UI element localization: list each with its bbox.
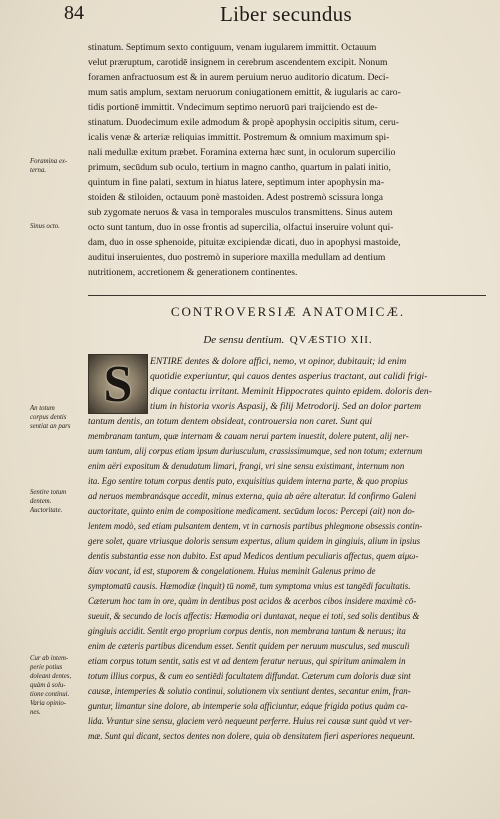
text-line: ad neruos membranásque accedit, minus externa, quia ab aëre alteratur. Id confirmo Galeni — [88, 491, 417, 501]
page-header — [0, 2, 500, 26]
text-line: gere solet, quare vtriusque doloris sensum expertus, alium quidem in gingiuis, alium in ipsius — [88, 536, 421, 546]
margin-note-line: Sinus octo. — [30, 223, 60, 230]
text-line: δίαν vocant, id est, stuporem & congelationem. Huius meminit Galenus primo de — [88, 566, 376, 576]
text-line: stinatum. Septimum sexto contiguum, venam iugularem immittit. Octauum — [88, 42, 377, 53]
margin-note-line: dentem. — [30, 498, 52, 505]
margin-note-line: quàm à solu- — [30, 682, 66, 689]
text-line: stoiden & stiloiden, octauum ponè mastoiden. Adest postremò scissura longa — [88, 192, 383, 203]
paragraph-foramina — [88, 40, 488, 280]
paragraph-question — [88, 354, 488, 744]
page-number: 84 — [64, 2, 84, 24]
margin-note-intemperie — [30, 654, 86, 717]
margin-note-foramina — [30, 157, 86, 175]
question-heading — [88, 334, 488, 346]
text-line: symptomatū causis. Hæmodiæ (inquit) tū nomē, tum symptoma vnius est tangēdi facultatis. — [88, 581, 411, 591]
margin-note-sinus — [30, 222, 86, 231]
text-line: guntur, limantur sine dolore, ab intemperie sola afficiuntur, eáque frigida potius quàm ca- — [88, 701, 408, 711]
margin-note-line: corpus dentis — [30, 414, 67, 421]
text-line: icalis venæ & arteriæ reliquias immittit. Postremum & omnium maximum spi- — [88, 132, 390, 143]
text-line: mæ. Sunt qui dicant, sectos dentes non dolere, quia ob densitatem fieri asperiores nequeunt. — [88, 731, 415, 741]
text-line: totum illius corpus, & cum eo sentiēdi facultatem diffundat. Cæterum cum doloris duæ sint — [88, 671, 411, 681]
margin-note-line: Foramina ex- — [30, 158, 68, 165]
text-line: gingiuis accidit. Sentit ergo proprium corpus dentis, non membrana tantum & neruus; ita — [88, 626, 406, 636]
margin-note-line: nes. — [30, 709, 41, 716]
text-line: nutritionem, accretionem & generationem continentes. — [88, 267, 298, 278]
margin-note-line: terna. — [30, 167, 47, 174]
text-line: lentem modò, sed etiam pulsantem dentem, vt in carnosis partibus phlegmone obsessis contin- — [88, 521, 423, 531]
section-rule — [88, 295, 486, 296]
text-line: sueuit, & secundo de locis affectis: Hæmodia ori duntaxat, neque ei toti, sed solis dentibus & — [88, 611, 420, 621]
text-line: tium in historia vxoris Aspasij, & filij Metrodorij. Sed an dolor partem — [150, 401, 422, 412]
text-line: quintum in fine palati, sextum in hiatus latere, septimum inter apophysin ma- — [88, 177, 385, 188]
margin-note-line: Varia opinio- — [30, 700, 67, 707]
margin-note-an-totum — [30, 404, 86, 431]
text-line: sub zygomate neruos & vasa in temporales musculos transmittens. Sinus autem — [88, 207, 393, 218]
margin-note-line: Auctoritate. — [30, 507, 63, 514]
text-line: dique contactu irritant. Meminit Hippocrates quinto epidem. doloris den- — [150, 386, 432, 397]
text-line: causæ, intemperies & solutio continui, solutionem vix sentiunt dentes, secantur enim, fran- — [88, 686, 411, 696]
text-line: membranam tantum, quæ internam & cauam nerui partem inuestit, dolere putent, alij ner- — [88, 431, 409, 441]
text-line: ENTIRE dentes & dolore affici, nemo, vt opinor, dubitauit; id enim — [150, 356, 407, 367]
section-title: CONTROVERSIÆ ANATOMICÆ. — [170, 304, 406, 319]
text-line: tantum dentis, an totum dentem obsideat, controuersia non caret. Sunt qui — [88, 416, 373, 427]
margin-note-sentire — [30, 488, 86, 515]
margin-note-line: tione continui. — [30, 691, 70, 698]
text-line: uum tantum, alij corpus etiam ipsum duriusculum, crassissimumque, sed non totum; externum — [88, 446, 423, 456]
margin-note-line: Sentire totum — [30, 489, 67, 496]
text-line: foramen anfractuosum est & in aurem peruium neruo auditorio dicatum. Deci- — [88, 72, 389, 83]
text-line: auditui inseruientes, duo postremò in superiore maxilla medullam ad dentium — [88, 252, 386, 263]
text-line: stinatum. Duodecimum exile admodum & propè apophysin occipitis situm, ceru- — [88, 117, 399, 128]
question-title: De sensu dentium. — [203, 334, 285, 346]
text-line: auctoritate, quinto enim de compositione medicament. secūdum locos: Percepi (ait) non do- — [88, 506, 415, 516]
margin-note-line: An totum — [30, 405, 55, 412]
text-line: octo sunt tantum, duo in osse frontis ad supercilia, olfactui inseruire volunt qui- — [88, 222, 394, 233]
text-line: nali medullæ exitum præbet. Foramina externa hæc sunt, in oculorum supercilio — [88, 147, 396, 158]
text-line: Cæterum hoc tam in ore, quàm in dentibus post acidos & acerbos cibos insidere maximè cō- — [88, 596, 417, 606]
text-line: primum, secūdum sub oculo, tertium in magno cantho, quartum in palati initio, — [88, 162, 391, 173]
text-line: dam, duo in osse sphenoide, pituitæ excipiendæ dicati, duo in apophysi mastoide, — [88, 237, 401, 248]
text-line: tidis portionē immittit. Vndecimum septimo neruorū pari traijciendo est de- — [88, 102, 378, 113]
text-line: quotidie experiuntur, qui cauos dentes asperius tractant, aut calidi frigi- — [150, 371, 428, 382]
text-line: mum satis amplum, sextam neruorum coniugationem emittit, & iugularis ac caro- — [88, 87, 401, 98]
text-line: ita. Ego sentire totum corpus dentis puto, exquisitius quidem interna parte, & quo propius — [88, 476, 408, 486]
margin-note-line: doleant dentes, — [30, 673, 72, 680]
text-line: dentis substantia esse non dubito. Est apud Medicos dentium peculiaris affectus, quem αἱμω- — [88, 551, 419, 561]
running-head: Liber secundus — [220, 2, 352, 26]
text-line: etiam corpus totum sentit, satis est vt ad dentem feratur neruus, qui spiritum animalem in — [88, 656, 406, 666]
question-number: QVÆSTIO XII. — [289, 334, 373, 346]
margin-note-line: perie potius — [30, 664, 63, 671]
text-line: lida. Vrantur sine sensu, glaciem verò nequeunt perferre. Huius rei causæ sunt quòd vt ver- — [88, 716, 413, 726]
margin-note-line: sentiat an pars — [30, 423, 71, 430]
margin-note-line: Cur ab intem- — [30, 655, 69, 662]
text-line: enim de cæteris partibus dicendum esset. Sentit quidem per neruum musculus, sed musculi — [88, 641, 410, 651]
drop-initial-letter: S — [103, 355, 133, 413]
text-line: enim aëri expositum & denudatum limari, frangi, vri sine sensu existimant, internum non — [88, 461, 405, 471]
text-line: velut præruptum, carotidē insignem in cerebrum ascendentem excipit. Nonum — [88, 57, 388, 68]
